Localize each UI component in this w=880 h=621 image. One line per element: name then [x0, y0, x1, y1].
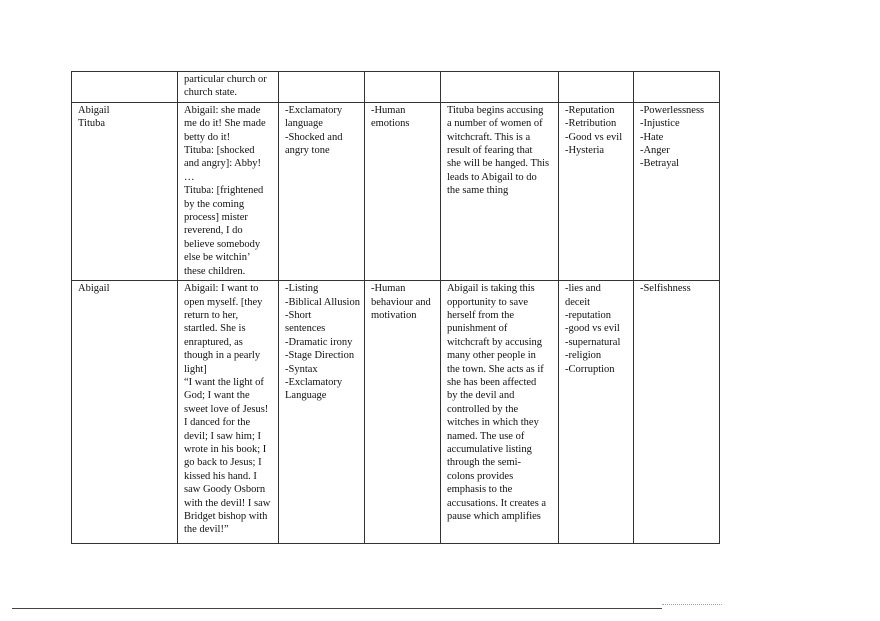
cell-line: though in a pearly: [184, 350, 261, 362]
analysis-table: [71, 71, 720, 544]
cell-line: with the devil! I saw: [184, 497, 271, 509]
cell-line: by the coming: [184, 198, 245, 210]
cell-line: betty do it!: [184, 131, 231, 143]
cell-line: Abigail: I want to: [184, 283, 259, 295]
cell-line: -good vs evil: [564, 323, 620, 335]
cell-line: witchcraft by accusing: [446, 336, 543, 348]
emotion-cell: [633, 72, 719, 103]
cell-line: -reputation: [564, 309, 612, 321]
table-row: [72, 281, 720, 544]
cell-line: motivation: [370, 309, 417, 321]
cell-line: Abigail is taking this: [446, 283, 535, 295]
cell-line: pause which amplifies: [446, 511, 541, 522]
cell-line: enraptured, as: [184, 336, 243, 348]
cell-line: the same thing: [446, 185, 509, 197]
cell-line: God; I want the: [184, 390, 250, 402]
cell-line: -Exclamatory: [285, 376, 343, 388]
cell-line: deceit: [564, 296, 591, 308]
cell-line: -Human: [370, 283, 406, 295]
cell-line: -Betrayal: [639, 158, 680, 170]
cell-line: a number of women of: [446, 118, 543, 130]
cell-line: many other people in: [446, 350, 536, 362]
cell-line: else be witchin’: [184, 252, 251, 264]
emotion-cell: [633, 102, 719, 280]
cell-line: controlled by the: [446, 403, 519, 415]
cell-line: …: [184, 171, 195, 183]
cell-line: saw Goody Osborn: [184, 484, 266, 496]
cell-line: -Listing: [285, 283, 319, 295]
context-cell: [364, 72, 440, 103]
cell-line: witchcraft. This is a: [446, 131, 531, 143]
cell-line: -Good vs evil: [564, 131, 623, 143]
cell-line: -Hate: [639, 131, 664, 143]
technique-cell: [279, 72, 365, 103]
cell-line: -Exclamatory: [285, 104, 343, 116]
cell-line: emotions: [370, 118, 410, 130]
quote-cell: [178, 102, 279, 280]
page-footer-rule: [12, 608, 662, 609]
table-row: [72, 102, 720, 280]
cell-line: Language: [285, 390, 327, 402]
cell-line: result of fearing that: [446, 145, 533, 157]
cell-line: -Injustice: [639, 118, 680, 130]
cell-line: sweet love of Jesus!: [184, 403, 269, 415]
cell-line: the town. She acts as if: [446, 363, 544, 375]
cell-line: herself from the: [446, 309, 515, 321]
cell-line: Tituba: [shocked: [184, 145, 255, 157]
cell-line: -Retribution: [564, 118, 617, 130]
cell-line: -Shocked and: [285, 131, 343, 143]
cell-line: wrote in his book; I: [184, 443, 267, 455]
analysis-cell: [440, 72, 558, 103]
cell-line: Tituba begins accusing: [446, 104, 544, 116]
cell-line: -religion: [564, 350, 602, 362]
technique-cell: [279, 102, 365, 280]
cell-line: Tituba: [78, 118, 106, 130]
footer-watermark-mark: [662, 604, 722, 611]
cell-line: -Hysteria: [564, 145, 605, 157]
cell-line: -Short: [285, 309, 312, 321]
context-cell: [364, 102, 440, 280]
cell-line: witches in which they: [446, 417, 539, 429]
cell-line: go back to Jesus; I: [184, 457, 262, 469]
cell-line: -Syntax: [285, 363, 318, 375]
cell-line: -Reputation: [564, 104, 615, 116]
cell-line: kissed his hand. I: [184, 470, 257, 482]
cell-line: light]: [184, 363, 207, 375]
cell-line: believe somebody: [184, 238, 261, 250]
cell-line: named. The use of: [446, 430, 525, 442]
cell-line: particular church or: [184, 74, 267, 85]
cell-line: -supernatural: [564, 336, 621, 348]
character-cell: [72, 72, 178, 103]
cell-line: -Anger: [639, 145, 670, 157]
cell-line: colons provides: [446, 470, 514, 482]
cell-line: Bridget bishop with: [184, 511, 268, 522]
cell-line: return to her,: [184, 309, 239, 321]
table-row: [72, 72, 720, 103]
cell-line: and angry]: Abby!: [184, 158, 261, 170]
cell-line: leads to Abigail to do: [446, 171, 537, 183]
cell-line: Abigail: [78, 283, 110, 295]
quote-cell: [178, 281, 279, 544]
cell-line: -lies and: [564, 283, 601, 295]
cell-line: me do it! She made: [184, 118, 266, 130]
cell-line: accumulative listing: [446, 443, 532, 455]
analysis-cell: [440, 281, 558, 544]
cell-line: behaviour and: [370, 296, 431, 308]
cell-line: Abigail: [78, 104, 110, 116]
cell-line: open myself. [they: [184, 296, 263, 308]
cell-line: these children.: [184, 265, 246, 277]
character-cell: [72, 102, 178, 280]
cell-line: devil; I saw him; I: [184, 430, 261, 442]
context-cell: [364, 281, 440, 544]
cell-line: -Biblical Allusion: [285, 296, 360, 308]
cell-line: through the semi-: [446, 457, 522, 469]
cell-line: Abigail: she made: [184, 104, 261, 116]
theme-cell: [558, 102, 633, 280]
cell-line: she will be hanged. This: [446, 158, 550, 170]
cell-line: sentences: [285, 323, 326, 335]
analysis-cell: [440, 102, 558, 280]
cell-line: language: [285, 118, 323, 130]
quote-cell: [178, 72, 279, 103]
technique-cell: [279, 281, 365, 544]
character-cell: [72, 281, 178, 544]
cell-line: process] mister: [184, 212, 248, 224]
cell-line: opportunity to save: [446, 296, 529, 308]
cell-line: “I want the light of: [184, 376, 264, 388]
cell-line: Tituba: [frightened: [184, 185, 264, 197]
cell-line: punishment of: [446, 323, 508, 335]
cell-line: reverend, I do: [184, 225, 243, 237]
cell-line: -Selfishness: [639, 283, 691, 295]
cell-line: church state.: [184, 87, 238, 99]
cell-line: -Powerlessness: [639, 104, 705, 116]
cell-line: -Dramatic irony: [285, 336, 353, 348]
cell-line: she has been affected: [446, 376, 537, 388]
cell-line: -Stage Direction: [285, 350, 355, 362]
emotion-cell: [633, 281, 719, 544]
cell-line: -Human: [370, 104, 406, 116]
cell-line: emphasis to the: [446, 484, 513, 496]
cell-line: angry tone: [285, 145, 330, 157]
cell-line: by the devil and: [446, 390, 515, 402]
cell-line: -Corruption: [564, 363, 615, 375]
cell-line: accusations. It creates a: [446, 497, 547, 509]
cell-line: startled. She is: [184, 323, 246, 335]
cell-line: I danced for the: [184, 417, 251, 429]
theme-cell: [558, 281, 633, 544]
cell-line: the devil!”: [184, 524, 229, 536]
theme-cell: [558, 72, 633, 103]
